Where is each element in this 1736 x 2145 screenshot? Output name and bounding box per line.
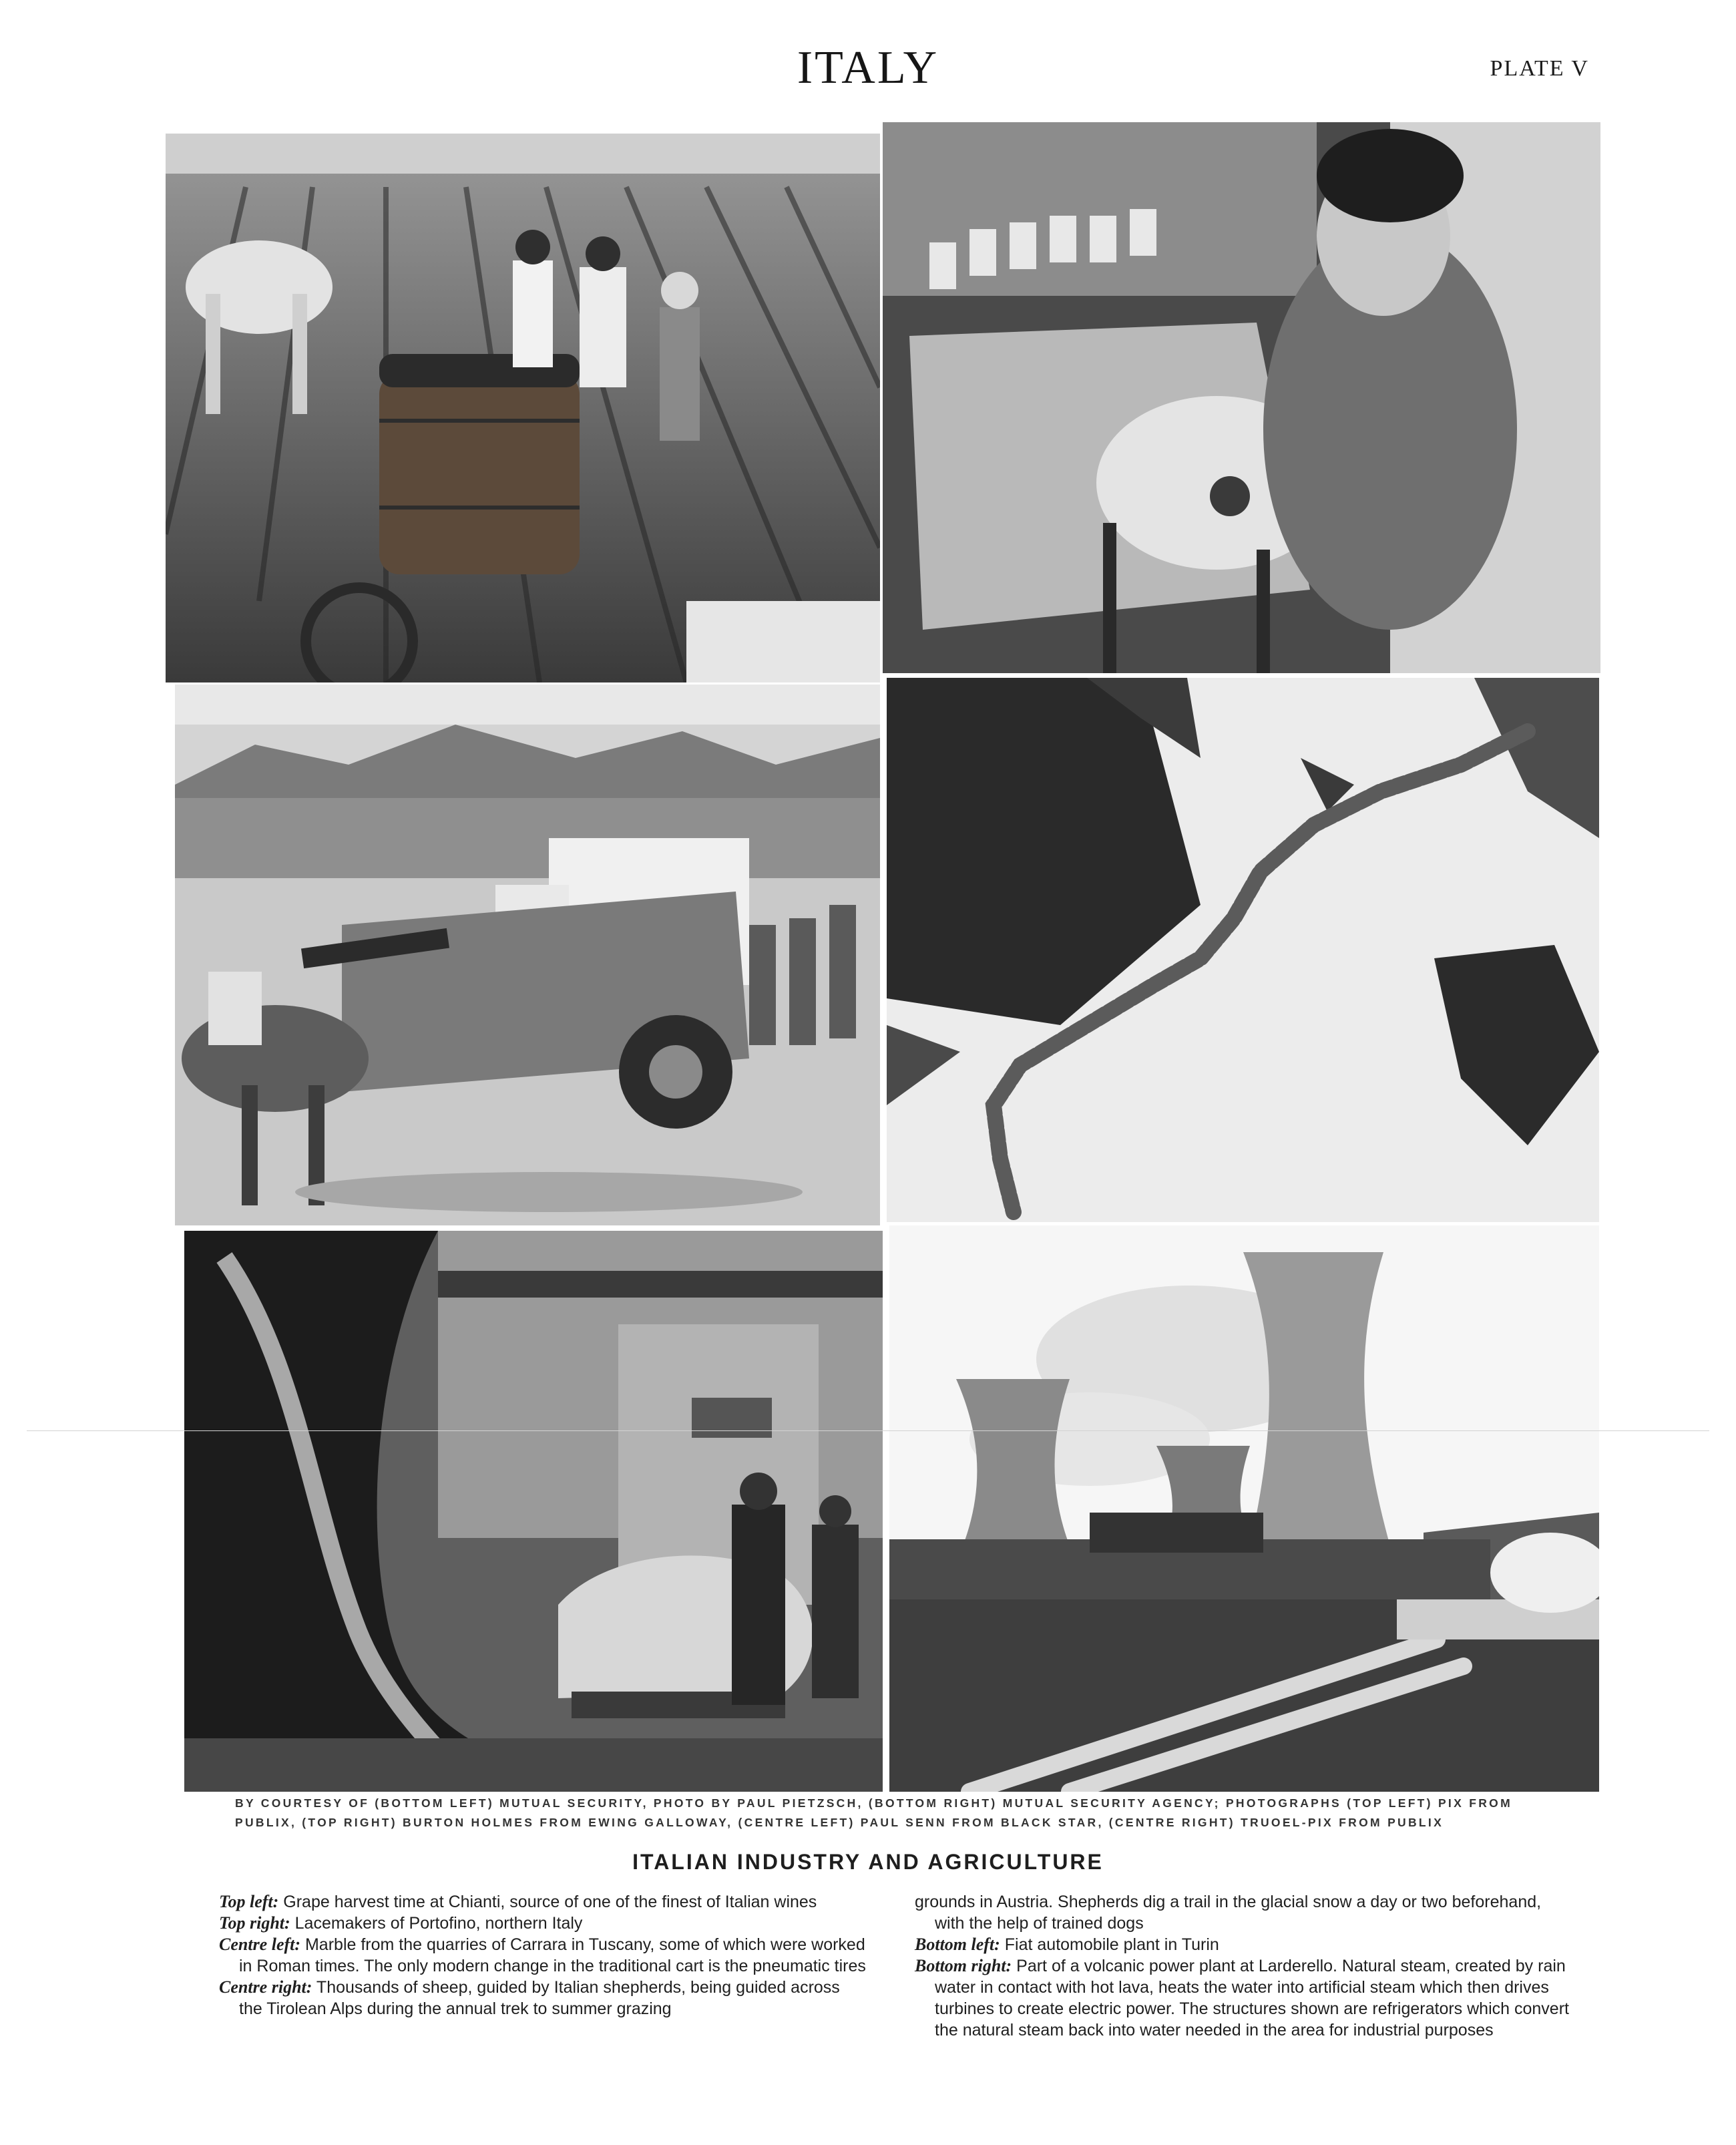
marble-cart-illustration — [175, 685, 880, 1225]
caption-centre-left — [219, 1934, 867, 1977]
photo-sheep-trek — [887, 678, 1599, 1222]
captions-left-column — [219, 1891, 867, 2019]
caption-text: Thousands of sheep, guided by Italian shepherds, being guided across the Tirolean Alps during the annual trek to summer grazing — [239, 1978, 840, 2018]
caption-label: Centre left: — [219, 1935, 301, 1954]
caption-text: Fiat automobile plant in Turin — [1004, 1935, 1219, 1954]
caption-top-right — [219, 1913, 867, 1934]
fiat-plant-illustration — [184, 1231, 883, 1792]
sheep-trek-illustration — [887, 678, 1599, 1222]
grape-harvest-illustration — [166, 134, 880, 682]
caption-bottom-left — [915, 1934, 1572, 1955]
caption-top-left — [219, 1891, 867, 1913]
photo-fiat-plant — [184, 1231, 883, 1792]
caption-centre-right-continued — [915, 1891, 1572, 1934]
captions-right-column — [915, 1891, 1572, 2041]
photo-power-plant — [889, 1225, 1599, 1792]
caption-label: Top right: — [219, 1913, 290, 1933]
caption-text: Lacemakers of Portofino, northern Italy — [294, 1914, 583, 1933]
plate-label: PLATE V — [1490, 56, 1589, 81]
caption-text: grounds in Austria. Shepherds dig a trail in the glacial snow a day or two beforehand, with the help of trained dogs — [915, 1893, 1542, 1933]
lacemaker-illustration — [883, 122, 1600, 673]
scan-guide-line — [27, 1430, 1709, 1431]
caption-label: Top left: — [219, 1892, 279, 1911]
page-title: ITALY — [797, 42, 939, 93]
photo-grape-harvest — [166, 134, 880, 682]
power-plant-illustration — [889, 1225, 1599, 1792]
photo-credit: BY COURTESY OF (BOTTOM LEFT) MUTUAL SECURITY, PHOTO BY PAUL PIETZSCH, (BOTTOM RIGHT) MUTUAL SECURITY AGENCY; PHOTOGRAPHS (TOP LEFT) PIX FROM PUBLIX, (TOP RIGHT) BURTON HOLMES FROM EWING GALLOWAY, (CENTRE LEFT) PAUL SENN FROM BLACK STAR, (CENTRE RIGHT) TRUOEL-PIX FROM PUBLIX — [235, 1796, 1512, 1829]
caption-text: Part of a volcanic power plant at Larderello. Natural steam, created by rain water in contact with hot lava, heats the water into artificial steam which then drives turbines to create electric power. The structures shown are refrigerators which convert the natural steam back into water needed in the area for industrial purposes — [935, 1957, 1569, 2039]
section-title: ITALIAN INDUSTRY AND AGRICULTURE — [632, 1850, 1104, 1874]
caption-text: Marble from the quarries of Carrara in Tuscany, some of which were worked in Roman times. The only modern change in the traditional cart is the pneumatic tires — [239, 1935, 866, 1975]
caption-centre-right — [219, 1977, 867, 2019]
caption-text: Grape harvest time at Chianti, source of one of the finest of Italian wines — [283, 1893, 817, 1911]
caption-label: Bottom right: — [915, 1956, 1012, 1975]
photo-lacemaker — [883, 122, 1600, 673]
caption-label: Centre right: — [219, 1977, 312, 1997]
caption-label: Bottom left: — [915, 1935, 1000, 1954]
photo-marble-cart — [175, 685, 880, 1225]
caption-bottom-right — [915, 1955, 1572, 2041]
